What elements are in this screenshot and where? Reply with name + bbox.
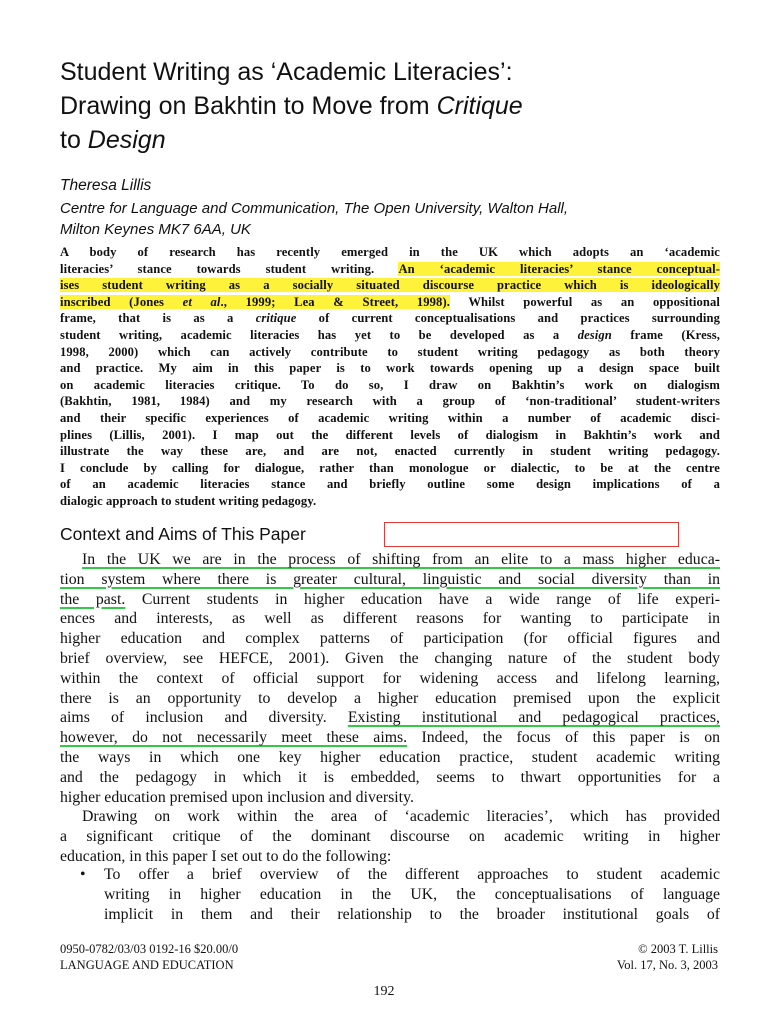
abstract-italic: critique [255,311,297,326]
author-name: Theresa Lillis [60,177,152,194]
author-affiliation [60,198,740,240]
abstract-line: on academic literacies critique. To do so, I draw on Bakhtin’s work on dialogism [60,377,720,392]
abstract-line: (Bakhtin, 1981, 1984) and my research with a group of ‘non-traditional’ student-writers [60,394,720,409]
bullet-line: implicit in them and their relationship to the broader institutional goals of [104,905,720,923]
body-line [60,728,720,748]
abstract-highlight: ises student writing as a socially situated discourse practice which is ideologically [60,278,720,293]
journal-name: LANGUAGE AND EDUCATION [60,958,234,972]
body-line: education, in this paper I set out to do the following: [60,847,392,865]
annotation-box[interactable] [384,522,679,547]
abstract-italic: et al [182,294,221,309]
bullet-line: To offer a brief overview of the different approaches to student academic [104,866,720,883]
affiliation-line-1: Centre for Language and Communication, The Open University, Walton Hall, [60,200,569,217]
underlined-text: In the UK we are in the process of shifting from an elite to a mass higher educa- [82,551,720,568]
abstract-line: and their specific experiences of academic writing within a number of academic disci- [60,410,720,425]
abstract-line: illustrate the way these are, and are not, enacted currently in student writing pedagogy. [60,444,720,459]
footer-left [60,941,238,973]
abstract-text: literacies’ stance towards student writing. [60,261,399,276]
abstract-text: frame (Kress, [611,327,721,342]
body-text-run: Indeed, the focus of this paper is on [407,729,721,747]
abstract-highlight [60,295,450,309]
abstract-line [60,310,720,327]
abstract-highlight: An ‘academic literacies’ stance conceptual- [398,261,720,276]
abstract-text: ., 1999; Lea & Street, 1998). [220,294,450,309]
body-line [60,550,720,570]
abstract-line: plines (Lillis, 2001). I map out the different levels of dialogism in Bakhtin’s work and [60,427,720,442]
abstract-text: frame, that is as a [60,311,256,326]
body-text-run: Current students in higher education have a wide range of life experi- [125,590,720,608]
body-line: Drawing on work within the area of ‘academic literacies’, which has provided [82,808,720,826]
abstract-line: 1998, 2000) which can actively contribute to student writing pedagogy as both theory [60,344,720,359]
underlined-text: Existing institutional and pedagogical practices, [347,709,720,727]
abstract-line: A body of research has recently emerged in the UK which adopts an ‘academic [60,245,720,259]
title-design: Design [87,126,166,154]
underlined-text: tion system where there is greater cultural, linguistic and social diversity than in [60,570,720,588]
title-line-3 [60,123,750,157]
footer-right [617,941,718,973]
body-line [60,590,720,610]
affiliation-line-2: Milton Keynes MK7 6AA, UK [60,221,251,238]
abstract-line: and practice. My aim in this paper is to work towards opening up a design space built [60,361,720,376]
volume-info: Vol. 17, No. 3, 2003 [616,958,718,972]
abstract-line [60,294,720,311]
body-line [60,570,720,590]
bullet-item [104,865,720,924]
abstract-line: of an academic literacies stance and briefly outline some design implications of a [60,477,720,492]
abstract-text: inscribed (Jones [60,294,183,309]
abstract-text: Whilst powerful as an oppositional [449,294,720,309]
body-line: brief overview, see HEFCE, 2001). Given the changing nature of the student body [60,649,720,667]
body-text-run: aims of inclusion and diversity. [60,709,348,727]
abstract-line: dialogic approach to student writing pedagogy. [60,493,317,508]
body-line: higher education and complex patterns of participation (for official figures and [60,630,720,648]
title-line-2 [60,89,750,123]
body-line: there is an opportunity to develop a higher education premised upon the explicit [60,689,720,707]
title-line-1: Student Writing as ‘Academic Literacies’: [60,58,513,86]
title-critique: Critique [436,92,523,120]
abstract-line [60,261,720,278]
abstract-text: student writing, academic literacies has yet to be developed as a [60,327,578,342]
body-line: and the pedagogy in which it is embedded, seems to thwart opportunities for a [60,768,720,786]
body-line: higher education premised upon inclusion and diversity. [60,788,414,806]
body-line: the ways in which one key higher education practice, student academic writing [60,748,720,766]
bullet-icon: • [80,866,86,883]
abstract-italic: design [577,327,612,342]
underlined-text: the past. [60,590,126,608]
body-line: within the context of official support for widening access and lifelong learning, [60,669,720,687]
issn-code: 0950-0782/03/03 0192-16 $20.00/0 [60,942,239,956]
abstract-line: I conclude by calling for dialogue, rather than monologue or dialectic, to be at the centre [60,460,720,475]
abstract-text: of current conceptualisations and practices surrounding [296,311,720,326]
section-heading: Context and Aims of This Paper [60,524,306,544]
bullet-line: writing in higher education in the UK, the conceptualisations of language [104,885,720,903]
abstract-line [60,277,720,294]
abstract [60,244,720,510]
abstract-line [60,327,720,344]
page-number: 192 [373,984,395,999]
body-text [60,550,720,867]
title-line-3-text: to [60,126,88,154]
body-line [60,708,720,728]
body-line: a significant critique of the dominant discourse on academic writing in higher [60,828,720,846]
title-line-2-text: Drawing on Bakhtin to Move from [60,92,437,120]
paper-title [60,55,750,157]
underlined-text: however, do not necessarily meet these aims. [60,729,408,747]
copyright-notice: © 2003 T. Lillis [638,942,718,956]
body-line: ences and interests, as well as different reasons for wanting to participate in [60,610,720,628]
